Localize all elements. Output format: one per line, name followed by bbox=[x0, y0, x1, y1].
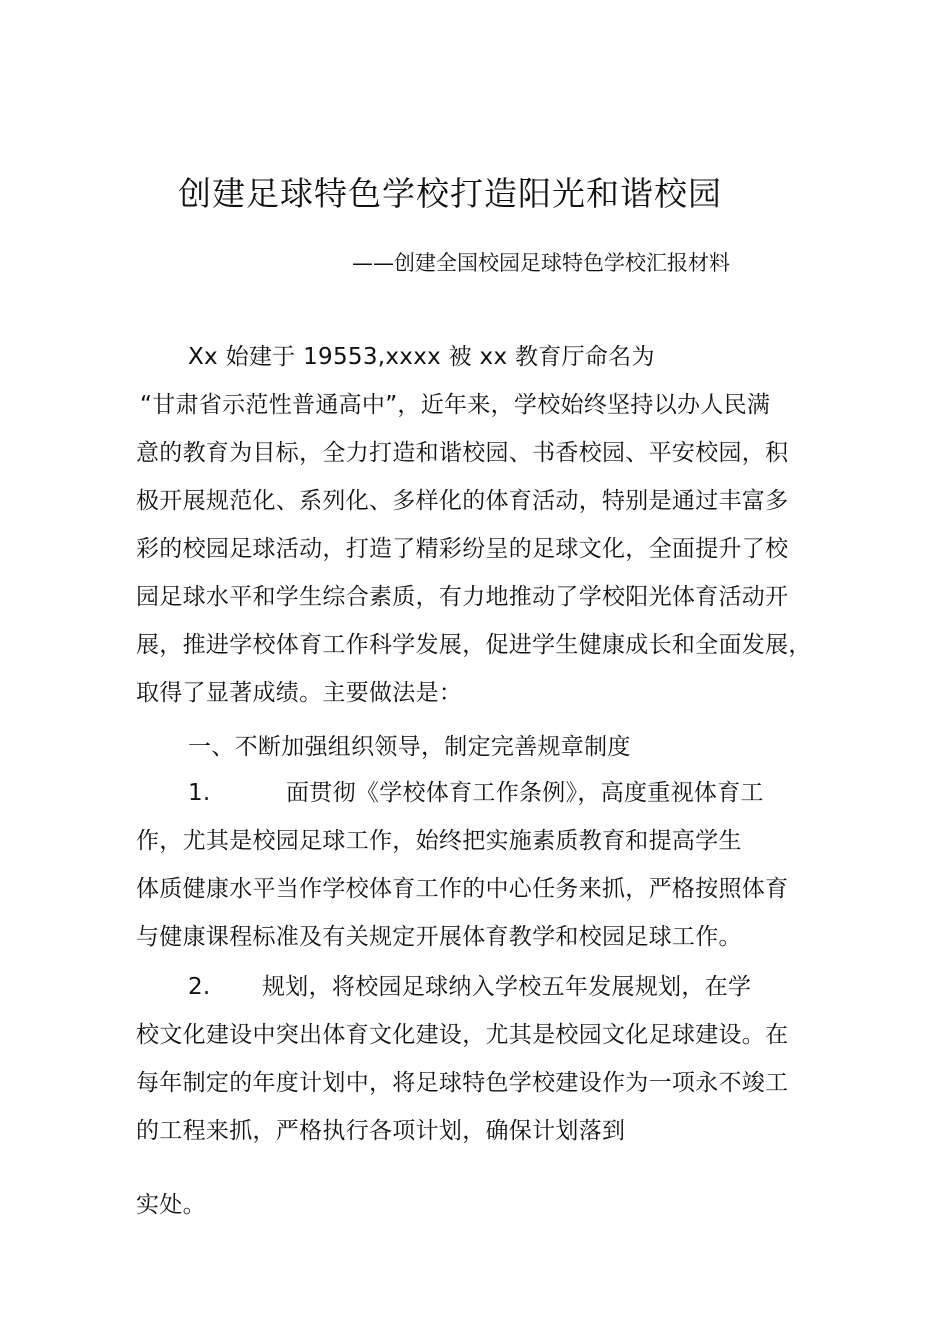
item-last-line: 实处。 bbox=[136, 1192, 206, 1218]
intro-line: 彩的校园足球活动，打造了精彩纷呈的足球文化，全面提升了校 bbox=[136, 536, 789, 562]
intro-line: “甘肃省示范性普通高中”，近年来，学校始终坚持以办人民满 bbox=[140, 392, 771, 418]
item-line: 校文化建设中突出体育文化建设，尤其是校园文化足球建设。在 bbox=[136, 1022, 789, 1048]
document-title: 创建足球特色学校打造阳光和谐校园 bbox=[178, 174, 722, 213]
document-subtitle: ——创建全国校园足球特色学校汇报材料 bbox=[352, 251, 730, 275]
item-line: 作，尤其是校园足球工作，始终把实施素质教育和提高学生 bbox=[136, 828, 742, 854]
item-number: 2. bbox=[188, 974, 211, 1000]
section-heading: 一、不断加强组织领导，制定完善规章制度 bbox=[188, 734, 631, 760]
item-line: 的工程来抓，严格执行各项计划，确保计划落到 bbox=[136, 1118, 626, 1144]
intro-line: 取得了显著成绩。主要做法是： bbox=[136, 680, 463, 706]
item-number: 1. bbox=[188, 780, 211, 806]
intro-line: 极开展规范化、系列化、多样化的体育活动，特别是通过丰富多 bbox=[136, 488, 789, 514]
intro-line: 展，推进学校体育工作科学发展，促进学生健康成长和全面发展， bbox=[136, 632, 812, 658]
intro-line: Xx 始建于 19553,xxxx 被 xx 教育厅命名为 bbox=[188, 344, 655, 370]
intro-line: 意的教育为目标，全力打造和谐校园、书香校园、平安校园，积 bbox=[136, 440, 789, 466]
item-line: 与健康课程标准及有关规定开展体育教学和校园足球工作。 bbox=[136, 924, 742, 950]
item-first-line: 面贯彻《学校体育工作条例》，高度重视体育工 bbox=[286, 780, 764, 806]
intro-line: 园足球水平和学生综合素质，有力地推动了学校阳光体育活动开 bbox=[136, 584, 789, 610]
item-first-line: 规划，将校园足球纳入学校五年发展规划，在学 bbox=[262, 974, 752, 1000]
item-line: 体质健康水平当作学校体育工作的中心任务来抓，严格按照体育 bbox=[136, 876, 789, 902]
item-line: 每年制定的年度计划中，将足球特色学校建设作为一项永不竣工 bbox=[136, 1070, 789, 1096]
